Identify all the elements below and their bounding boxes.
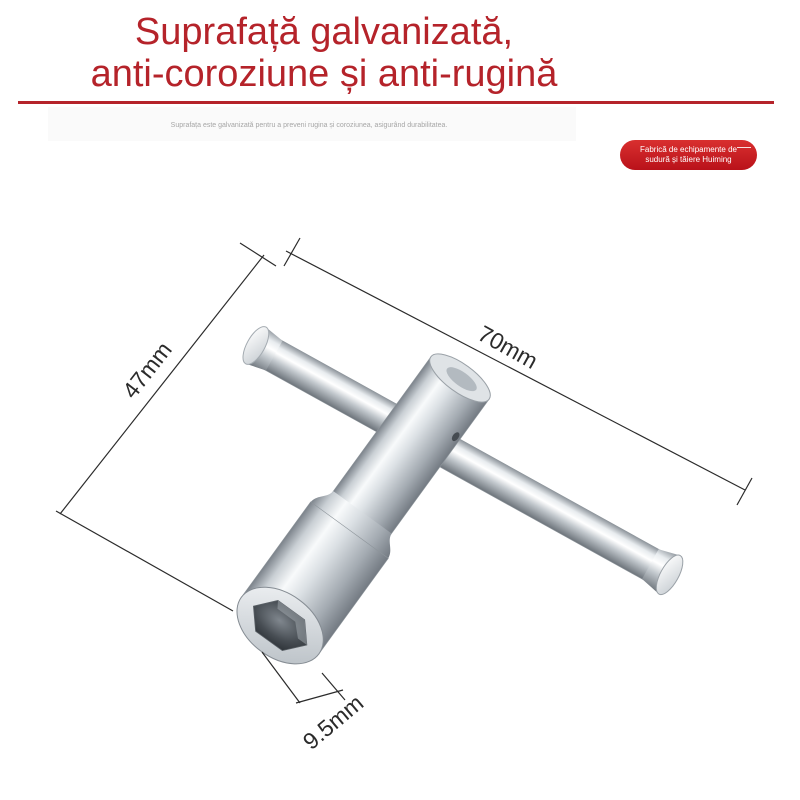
length-dimension-line xyxy=(286,251,745,490)
subtitle: Suprafața este galvanizată pentru a preveni rugina și coroziunea, asigurând durabilitatea. xyxy=(170,122,448,129)
height-dimension-line xyxy=(60,255,264,514)
height-bottom-extension xyxy=(56,511,233,611)
length-left-tick xyxy=(284,238,300,266)
socket-right-extension xyxy=(322,673,345,700)
title-line-1: Suprafață galvanizată, xyxy=(134,11,514,53)
height-label: 47mm xyxy=(117,336,177,404)
badge-line-2: sudură și tăiere Huiming xyxy=(645,155,732,164)
title-line-2: anti-coroziune și anti-rugină xyxy=(90,53,558,95)
badge-line-1: Fabrică de echipamente de xyxy=(640,145,737,154)
length-right-tick xyxy=(737,478,752,505)
socket-label: 9.5mm xyxy=(297,689,369,755)
length-label: 70mm xyxy=(473,320,543,374)
wrench xyxy=(222,322,688,680)
socket-dimension-line xyxy=(296,690,343,703)
